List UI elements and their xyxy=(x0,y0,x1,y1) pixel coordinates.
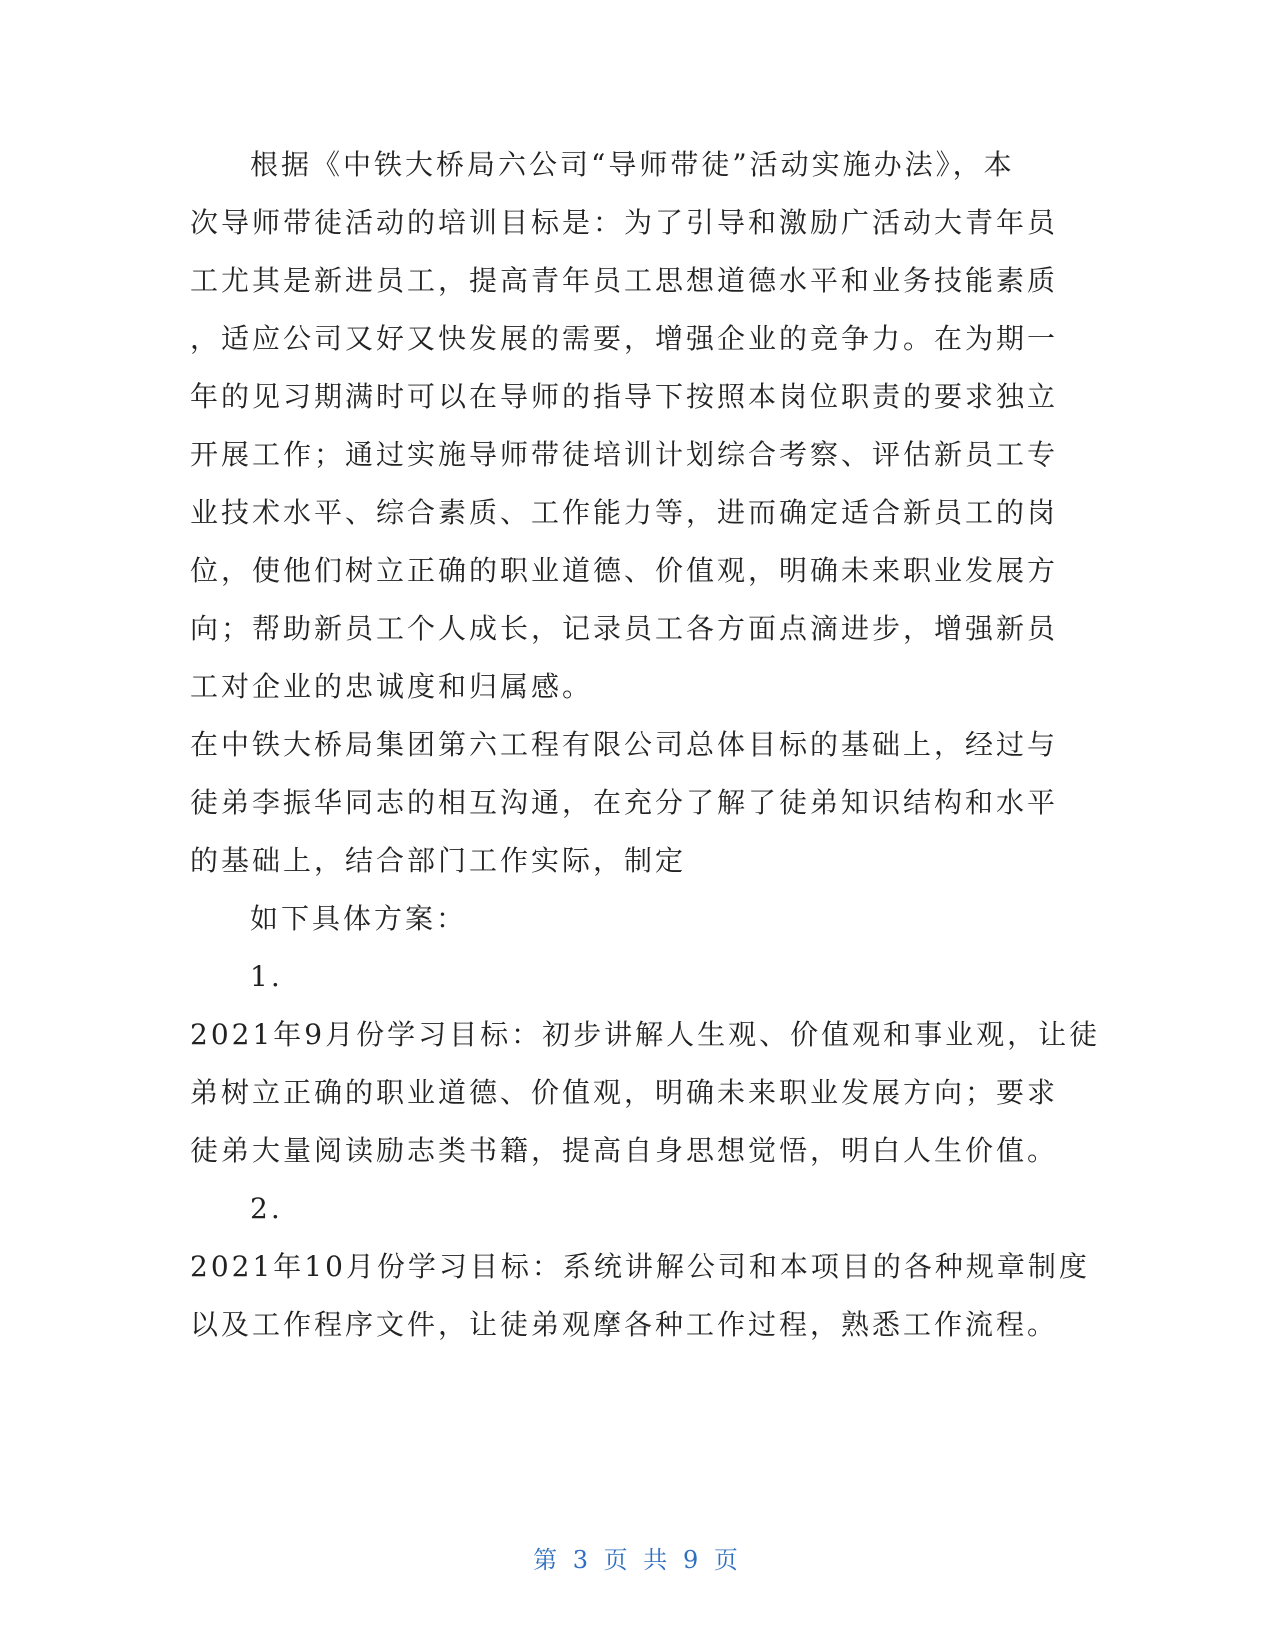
paragraph-line: 2021年10月份学习目标：系统讲解公司和本项目的各种规章制度 xyxy=(190,1250,1090,1283)
paragraph-line: 位，使他们树立正确的职业道德、价值观，明确未来职业发展方 xyxy=(190,554,1059,587)
paragraph-line: 如下具体方案： xyxy=(250,902,468,935)
paragraph-line: 2021年9月份学习目标：初步讲解人生观、价值观和事业观，让徒 xyxy=(190,1018,1101,1051)
page-number-footer: 第 3 页 共 9 页 xyxy=(533,1546,742,1574)
paragraph-line: 工尤其是新进员工，提高青年员工思想道德水平和业务技能素质 xyxy=(190,264,1059,297)
paragraph-line: 徒弟李振华同志的相互沟通，在充分了解了徒弟知识结构和水平 xyxy=(190,786,1059,819)
paragraph-line: 次导师带徒活动的培训目标是：为了引导和激励广活动大青年员 xyxy=(190,206,1059,239)
paragraph-line: 以及工作程序文件，让徒弟观摩各种工作过程，熟悉工作流程。 xyxy=(190,1308,1059,1341)
paragraph-line: 开展工作；通过实施导师带徒培训计划综合考察、评估新员工专 xyxy=(190,438,1059,471)
paragraph-line: 弟树立正确的职业道德、价值观，明确未来职业发展方向；要求 xyxy=(190,1076,1059,1109)
paragraph-line: 向；帮助新员工个人成长，记录员工各方面点滴进步，增强新员 xyxy=(190,612,1059,645)
paragraph-line: 年的见习期满时可以在导师的指导下按照本岗位职责的要求独立 xyxy=(190,380,1059,413)
paragraph-line: 徒弟大量阅读励志类书籍，提高自身思想觉悟，明白人生价值。 xyxy=(190,1134,1059,1167)
list-number: 1. xyxy=(250,960,283,993)
list-number: 2. xyxy=(250,1192,283,1225)
paragraph-line: 工对企业的忠诚度和归属感。 xyxy=(190,670,594,703)
paragraph-line: 业技术水平、综合素质、工作能力等，进而确定适合新员工的岗 xyxy=(190,496,1059,529)
paragraph-line: 根据《中铁大桥局六公司“导师带徒”活动实施办法》，本 xyxy=(250,148,1015,181)
paragraph-line: 在中铁大桥局集团第六工程有限公司总体目标的基础上，经过与 xyxy=(190,728,1059,761)
paragraph-line: ，适应公司又好又快发展的需要，增强企业的竞争力。在为期一 xyxy=(190,322,1059,355)
paragraph-line: 的基础上，结合部门工作实际，制定 xyxy=(190,844,687,877)
